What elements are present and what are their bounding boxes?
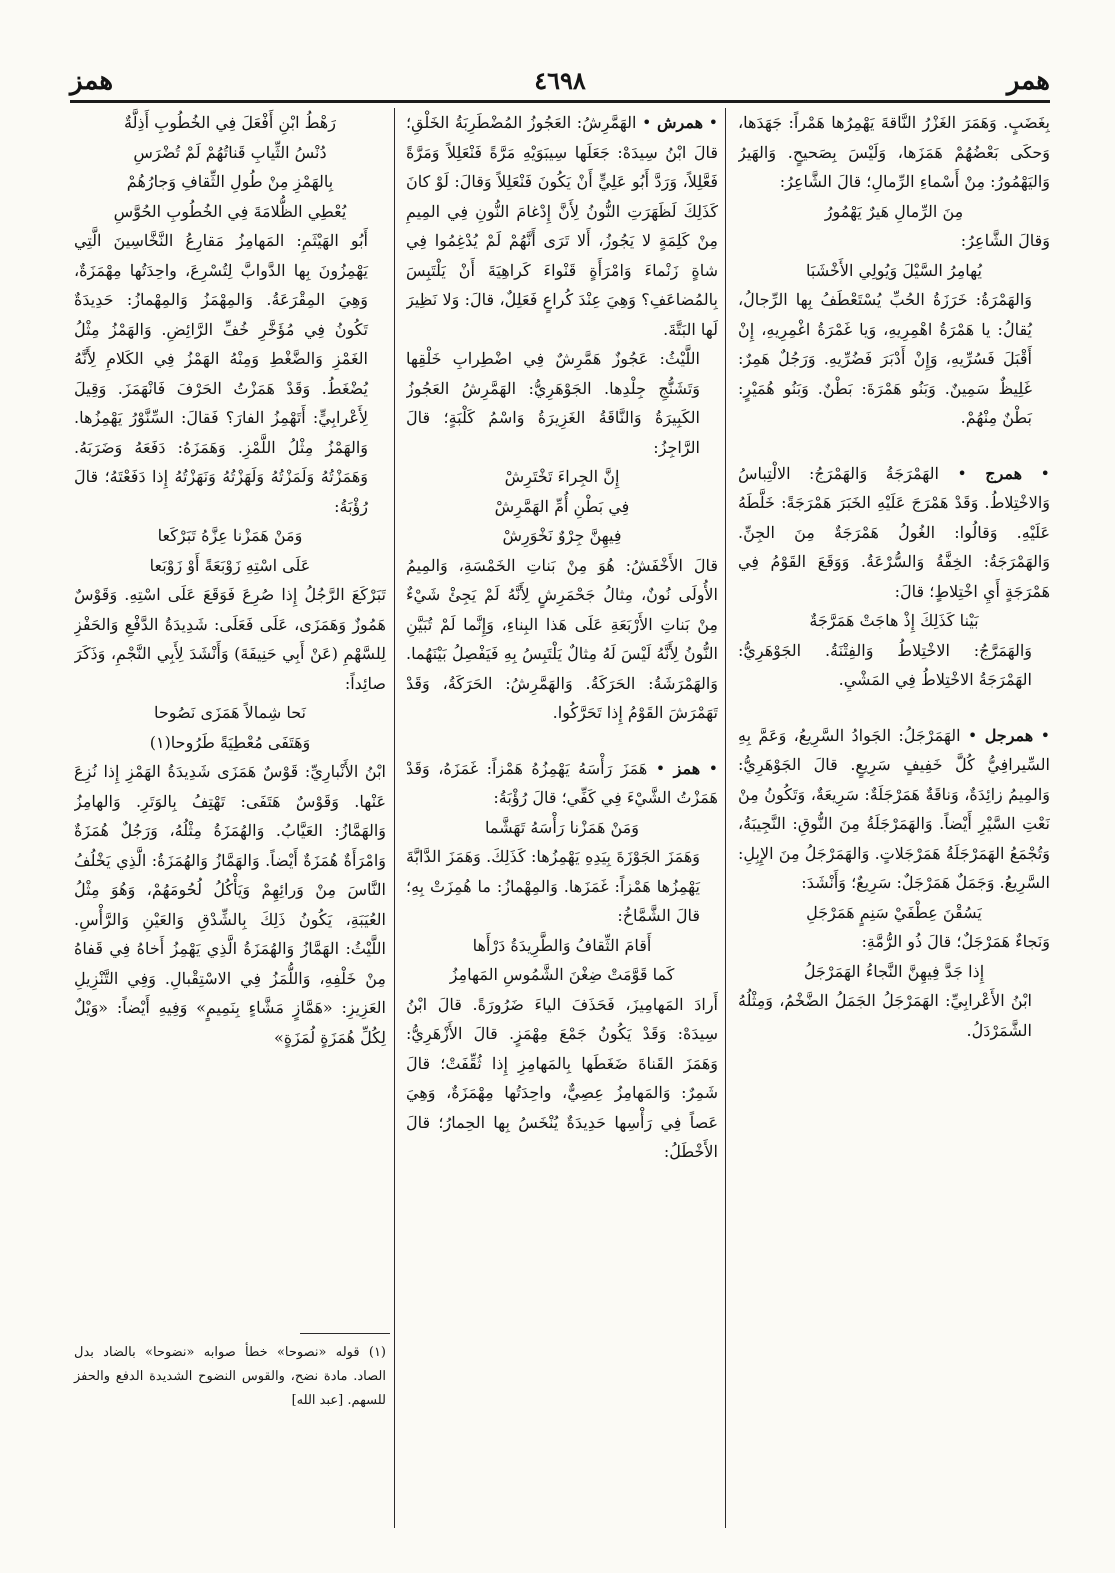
entry-text: أَبُو الهَيْثَمِ: المَهامِزُ مَقارِعُ النَّخَّاسِينَ الَّتِي يَهْمِزُونَ بِها الدَّوابَّ لِتُسْرِعَ، واحِدَتُها مِهْمَزَةٌ، وَهِيَ المِقْرَعَةُ. وَالمِهْمَزُ وَالمِهْمازُ: حَدِيدَةٌ تَكُونُ فِي مُؤَخَّرِ خُفِّ الرَّائِضِ. وَالهَمْزُ مِثْلُ الغَمْزِ وَالضَّغْطِ وَمِنْهُ الهَمْزُ فِي الكَلامِ لِأَنَّهُ يُضْغَطُ. وَقَدْ هَمَزْتُ الحَرْفَ فَانْهَمَزَ. وَقِيلَ لِأَعْرابِيٍّ: أَتَهْمِزُ الفارَ؟ فَقالَ: السِّنَّوْرُ يَهْمِزُها. وَالهَمْزُ مِثْلُ اللَّمْزِ. وَهَمَزَهُ: دَفَعَهُ وَضَرَبَهُ. وَهَمَزْتُهُ وَلَمَزْتُهُ وَلَهَزْتُهُ وَنَهَزْتُهُ إِذا دَفَعْتَهُ؛ قالَ رُؤْبَةُ: <box>74 231 368 516</box>
entry-text: وَنَجاءٌ هَمَرْجَلٌ؛ قالَ ذُو الرُّمَّةِ: <box>861 932 1050 951</box>
running-headword-right: همر <box>1006 66 1050 96</box>
page-header <box>70 66 1050 100</box>
entry-text: تَبَرْكَعَ الرَّجُلُ إِذا صُرِعَ فَوَقَعَ عَلَى اسْتِهِ. وَقَوْسٌ هَمُوزٌ وَهَمَزَى، عَلَى فَعَلَى: شَدِيدَةُ الدَّفْعِ وَالحَفْزِ لِلسَّهْمِ (عَنْ أَبِي حَنِيفَةَ) وَأَنْشَدَ لِأَبِي النَّجْمِ، وَذَكَرَ صائِداً: <box>74 585 386 693</box>
verse-line: فِي بَطْنِ أُمِّ الهَمَّرِشْ <box>494 496 630 516</box>
entry-text: أَرادَ المَهامِيزَ، فَحَذَفَ الياءَ ضَرُورَةً. قالَ ابْنُ سِيدَهْ: وَقَدْ يَكُونُ جَمْعَ مِهْمَزٍ. قالَ الأَزْهَرِيُّ: وَهَمَزَ القَناةَ ضَغَطَها بِالمَهامِزِ إِذا ثُقِّفَتْ؛ قالَ شَمِرٌ: وَالمَهامِزُ عِصِيٌّ، واحِدَتُها مِهْمَزَةٌ، وَهِيَ عَصاً فِي رَأْسِها حَدِيدَةٌ يُنْخَسُ بِها الحِمارُ؛ قالَ الأَخْطَلُ: <box>406 994 718 1161</box>
entry-headword: همرج <box>985 463 1023 483</box>
column-right <box>738 108 1050 1528</box>
column-left <box>74 108 386 1528</box>
entry-text: وَهَمَزَ الجَوْزَةَ بِيَدِهِ يَهْمِزُها: كَذَلِكَ. وَهَمَزَ الدَّابَّةَ يَهْمِزُها هَمْزاً: غَمَزَها. وَالمِهْمازُ: ما هُمِزَتْ بِهِ؛ قالَ الشَّمَّاخُ: <box>406 847 700 925</box>
verse-line: بِالهَمْزِ مِنْ طُولِ الثِّقافِ وَجارُهُمْ <box>126 172 334 191</box>
verse-line: عَلَى اسْتِهِ زَوْبَعَةً أَوْ زَوْبَعا <box>149 555 311 575</box>
entry-text: وَالهَمَرَّجُ: الاخْتِلاطُ وَالفِتْنَةُ. الجَوْهَرِيُّ: الهَمْرَجَةُ الاخْتِلاطُ فِي المَشْيِ. <box>738 640 1032 689</box>
verse-line: أَقامَ الثِّقافُ وَالطَّرِيدَةُ دَرْأَها <box>472 935 652 955</box>
verse-line: يُعْطِي الظُّلامَةَ فِي الخُطُوبِ الحُوَّسِ <box>113 201 347 221</box>
verse-line: وَمَنْ هَمَزْنا رَأْسَهُ تَهَشَّما <box>485 817 639 837</box>
entry-text: الهَمَّرِشُ: العَجُوزُ المُضْطَرِبَةُ الخَلْقِ؛ قالَ ابْنُ سِيدَهْ: جَعَلَها سِيبَوَيْهِ مَرَّةً فَنْعَلِلاً وَمَرَّةً فَعَّلِلاً، وَرَدَّ أَبُو عَلِيٍّ أَنْ يَكُونَ فَنْعَلِلاً وَقالَ: لَوْ كانَ كَذَلِكَ لَظَهَرَتِ النُّونُ لِأَنَّ إِدْغامَ النُّونِ فِي المِيمِ مِنْ كَلِمَةٍ لا يَجُوزُ، أَلا تَرَى أَنَّهُمْ لَمْ يُدْغِمُوا فِي شاةٍ زَنْماءَ وَامْرَأَةٍ قَنْواءَ كَراهِيَةَ أَنْ يَلْتَبِسَ بِالمُضاعَفِ؟ وَهِيَ عِنْدَ كُراعٍ فَعَلِلٌ، قالَ: وَلا نَظِيرَ لَها البَتَّةَ. <box>406 113 718 339</box>
page-number: ٤٦٩٨ <box>534 66 586 95</box>
verse-line: إِنَّ الجِراءَ تَخْتَرِشْ <box>504 467 620 486</box>
entry-headword: همرجل <box>984 725 1034 745</box>
verse-line: يُهامِرُ السَّيْلَ وَيُولِي الأَخْشَبَا <box>806 260 982 280</box>
entry-hamrash: • همرش • الهَمَّرِشُ: العَجُوزُ المُضْطَرِبَةُ الخَلْقِ؛ قالَ ابْنُ سِيدَهْ: جَعَلَها سِيبَوَيْهِ مَرَّةً فَنْعَلِلاً وَمَرَّةً فَعَّلِلاً، وَرَدَّ أَبُو عَلِيٍّ أَنْ يَكُونَ فَنْعَلِلاً وَقالَ: لَوْ كانَ كَذَلِكَ لَظَهَرَتِ النُّونُ لِأَنَّ إِدْغامَ النُّونِ فِي المِيمِ مِنْ كَلِمَةٍ لا يَجُوزُ، أَلا تَرَى أَنَّهُمْ لَمْ يُدْغِمُوا فِي شاةٍ زَنْماءَ وَامْرَأَةٍ قَنْواءَ كَراهِيَةَ أَنْ يَلْتَبِسَ بِالمُضاعَفِ؟ وَهِيَ عِنْدَ كُراعٍ فَعَلِلٌ، قالَ: وَلا نَظِيرَ لَها البَتَّةَ. اللَّيْثُ: عَجُوزٌ هَمَّرِشٌ فِي اضْطِرابِ خَلْقِها وَتَشَنُّجِ جِلْدِها. الجَوْهَرِيُّ: الهَمَّرِشُ العَجُوزُ الكَبِيرَةُ وَالنَّاقَةُ الغَزِيرَةُ وَاسْمُ كَلْبَةٍ؛ قالَ الرَّاجِزُ: إِنَّ الجِراءَ تَخْتَرِشْ فِي بَطْنِ أُمِّ الهَمَّرِشْ فِيهِنَّ جِرْوٌ نَخْوَرِشْ قالَ الأَخْفَشُ: هُوَ مِنْ بَناتِ الخَمْسَةِ، وَالمِيمُ الأُولَى نُونٌ، مِثالُ جَحْمَرِشٍ لِأَنَّهُ لَمْ يَجِئْ شَيْءٌ مِنْ بَناتِ الأَرْبَعَةِ عَلَى هَذا البِناءِ، وَإِنَّما لَمْ تُبَيَّنِ النُّونُ لِأَنَّهُ لَيْسَ لَهُ مِثالٌ يَلْتَبِسُ بِهِ فَيَفْصِلُ بَيْنَهُما. وَالهَمْرَشَةُ: الحَرَكَةُ. وَالهَمَّرِشُ: الحَرَكَةُ، وَقَدْ تَهَمْرَشَ القَوْمُ إِذا تَحَرَّكُوا. <box>406 108 718 728</box>
entry-text: الهَمْرَجَةُ وَالهَمْرَجُ: الالْتِباسُ وَالاخْتِلاطُ. وَقَدْ هَمْرَجَ عَلَيْهِ الخَبَرَ هَمْرَجَةً: خَلَّطَهُ عَلَيْهِ. وَقالُوا: الغُولُ هَمْرَجَةٌ مِنَ الجِنِّ. وَالهَمْرَجَةُ: الخِفَّةُ وَالسُّرْعَةُ. وَوَقَعَ القَوْمُ فِي هَمْرَجَةٍ أَيِ اخْتِلاطٍ؛ قالَ: <box>738 463 1050 601</box>
entry-text: هَمَزَ رَأْسَهُ يَهْمِزُهُ هَمْزاً: غَمَزَهُ، وَقَدْ هَمَزْتُ الشَّيْءَ فِي كَفِّي؛ قالَ رُؤْبَةُ: <box>406 758 718 807</box>
entry-text: وَقالَ الشَّاعِرُ: <box>960 231 1050 250</box>
column-divider-left <box>394 108 395 1528</box>
verse-line: وَمَنْ هَمَزْنا عِزَّهُ تَبَرْكَعا <box>157 526 303 545</box>
entry-text: بِغَضَبٍ. وَهَمَرَ الغَزْرُ النَّاقةَ يَهْمِرُها هَمْراً: جَهَدَها، وَحكَى بَعْضُهُمْ هَمَزَها، وَلَيْسَ بِصَحيحٍ. وَالهَيرُ وَاليَهْمُورُ: مِنْ أَسْماءِ الرِّمالِ؛ قالَ الشَّاعِرُ: <box>738 113 1050 191</box>
entry-headword: همرش <box>656 113 704 132</box>
column-divider-right <box>725 108 726 1528</box>
verse-line: إِذا جَدَّ فِيهِنَّ النَّجاءُ الهَمَرْجَلُ <box>803 961 985 981</box>
verse-line: دُنْسُ الثِّيابِ قَناتُهُمْ لَمْ تُضْرَسِ <box>133 142 327 162</box>
verse-line: كَما قَوَّمَتْ ضِغْنَ الشَّمُوسِ المَهامِزُ <box>449 965 675 984</box>
verse-line: بَيْنا كَذَلِكَ إِذْ هاجَتْ هَمَرَّجَةٌ <box>809 611 979 630</box>
entry-headword: همز <box>673 758 701 778</box>
footnote: (١) قوله «نصوحا» خطأ صوابه «نضوحا» بالضاد بدل الصاد. مادة نضح، والقوس النضوح الشديدة الدفع والحفز للسهم. [عبد الله] <box>74 1345 386 1408</box>
entry-hamaz: • همز • هَمَزَ رَأْسَهُ يَهْمِزُهُ هَمْزاً: غَمَزَهُ، وَقَدْ هَمَزْتُ الشَّيْءَ فِي كَفِّي؛ قالَ رُؤْبَةُ: وَمَنْ هَمَزْنا رَأْسَهُ تَهَشَّما وَهَمَزَ الجَوْزَةَ بِيَدِهِ يَهْمِزُها: كَذَلِكَ. وَهَمَزَ الدَّابَّةَ يَهْمِزُها هَمْزاً: غَمَزَها. وَالمِهْمازُ: ما هُمِزَتْ بِهِ؛ قالَ الشَّمَّاخُ: أَقامَ الثِّقافُ وَالطَّرِيدَةُ دَرْأَها كَما قَوَّمَتْ ضِغْنَ الشَّمُوسِ المَهامِزُ أَرادَ المَهامِيزَ، فَحَذَفَ الياءَ ضَرُورَةً. قالَ ابْنُ سِيدَهْ: وَقَدْ يَكُونُ جَمْعَ مِهْمَزٍ. قالَ الأَزْهَرِيُّ: وَهَمَزَ القَناةَ ضَغَطَها بِالمَهامِزِ إِذا ثُقِّفَتْ؛ قالَ شَمِرٌ: وَالمَهامِزُ عِصِيٌّ، واحِدَتُها مِهْمَزَةٌ، وَهِيَ عَصاً فِي رَأْسِها حَدِيدَةٌ يُنْخَسُ بِها الحِمارُ؛ قالَ الأَخْطَلُ: <box>406 754 718 1167</box>
verse-line: وَهَتَفَى مُعْطِيَةً طَرُوحا(١) <box>149 732 311 752</box>
entry-hamraj: • همرج • الهَمْرَجَةُ وَالهَمْرَجُ: الالْتِباسُ وَالاخْتِلاطُ. وَقَدْ هَمْرَجَ عَلَيْهِ الخَبَرَ هَمْرَجَةً: خَلَّطَهُ عَلَيْهِ. وَقالُوا: الغُولُ هَمْرَجَةٌ مِنَ الجِنِّ. وَالهَمْرَجَةُ: الخِفَّةُ وَالسُّرْعَةُ. وَوَقَعَ القَوْمُ فِي هَمْرَجَةٍ أَيِ اخْتِلاطٍ؛ قالَ: بَيْنا كَذَلِكَ إِذْ هاجَتْ هَمَرَّجَةٌ وَالهَمَرَّجُ: الاخْتِلاطُ وَالفِتْنَةُ. الجَوْهَرِيُّ: الهَمْرَجَةُ الاخْتِلاطُ فِي المَشْيِ. <box>738 459 1050 695</box>
column-middle <box>406 108 718 1528</box>
entry-hamarjal: • همرجل • الهَمَرْجَلُ: الجَوادُ السَّرِيعُ، وَعَمَّ بِهِ السِّيرافِيُّ كُلَّ خَفِيفٍ سَرِيعٍ. قالَ الجَوْهَرِيُّ: وَالمِيمُ زائِدَةٌ، وَناقَةٌ هَمَرْجَلَةٌ: سَرِيعَةٌ، وَتَكُونُ مِنْ نَعْتِ السَّيْرِ أَيْضاً. وَالهَمَرْجَلَةُ مِنَ النُّوقِ: النَّجِيبَةُ، وَتُجْمَعُ الهَمَرْجَلَةُ هَمَرْجَلاتٍ. وَالهَمَرْجَلُ مِنَ الإِبِلِ: السَّرِيعُ. وَجَمَلٌ هَمَرْجَلٌ: سَرِيعٌ؛ وَأَنْشَدَ: يَسُقْنَ عِطْفَيْ سَنِمٍ هَمَرْجَلِ وَنَجاءٌ هَمَرْجَلٌ؛ قالَ ذُو الرُّمَّةِ: إِذا جَدَّ فِيهِنَّ النَّجاءُ الهَمَرْجَلُ ابْنُ الأَعْرابِيِّ: الهَمَرْجَلُ الجَمَلُ الضَّخْمُ، وَمِثْلُهُ الشَّمَرْدَلُ. <box>738 721 1050 1046</box>
verse-line: يَسُقْنَ عِطْفَيْ سَنِمٍ هَمَرْجَلِ <box>806 902 982 922</box>
header-rule <box>70 100 1050 103</box>
entry-text: ابْنُ الأَعْرابِيِّ: الهَمَرْجَلُ الجَمَلُ الضَّخْمُ، وَمِثْلُهُ الشَّمَرْدَلُ. <box>738 991 1032 1040</box>
entry-text: الهَمَرْجَلُ: الجَوادُ السَّرِيعُ، وَعَمَّ بِهِ السِّيرافِيُّ كُلَّ خَفِيفٍ سَرِيعٍ. قالَ الجَوْهَرِيُّ: وَالمِيمُ زائِدَةٌ، وَناقَةٌ هَمَرْجَلَةٌ: سَرِيعَةٌ، وَتَكُونُ مِنْ نَعْتِ السَّيْرِ أَيْضاً. وَالهَمَرْجَلَةُ مِنَ النُّوقِ: النَّجِيبَةُ، وَتُجْمَعُ الهَمَرْجَلَةُ هَمَرْجَلاتٍ. وَالهَمَرْجَلُ مِنَ الإِبِلِ: السَّرِيعُ. وَجَمَلٌ هَمَرْجَلٌ: سَرِيعٌ؛ وَأَنْشَدَ: <box>738 725 1050 892</box>
entry-text: اللَّيْثُ: عَجُوزٌ هَمَّرِشٌ فِي اضْطِرابِ خَلْقِها وَتَشَنُّجِ جِلْدِها. الجَوْهَرِيُّ: الهَمَّرِشُ العَجُوزُ الكَبِيرَةُ وَالنَّاقَةُ الغَزِيرَةُ وَاسْمُ كَلْبَةٍ؛ قالَ الرَّاجِزُ: <box>406 349 700 457</box>
entry-text: قالَ الأَخْفَشُ: هُوَ مِنْ بَناتِ الخَمْسَةِ، وَالمِيمُ الأُولَى نُونٌ، مِثالُ جَحْمَرِشٍ لِأَنَّهُ لَمْ يَجِئْ شَيْءٌ مِنْ بَناتِ الأَرْبَعَةِ عَلَى هَذا البِناءِ، وَإِنَّما لَمْ تُبَيَّنِ النُّونُ لِأَنَّهُ لَيْسَ لَهُ مِثالٌ يَلْتَبِسُ بِهِ فَيَفْصِلُ بَيْنَهُما. وَالهَمْرَشَةُ: الحَرَكَةُ. وَالهَمَّرِشُ: الحَرَكَةُ، وَقَدْ تَهَمْرَشَ القَوْمُ إِذا تَحَرَّكُوا. <box>406 555 718 722</box>
entry-text: ابْنُ الأَنْبارِيِّ: قَوْسٌ هَمَزَى شَدِيدَةُ الهَمْزِ إِذا نُزِعَ عَنْها. وَقَوْسٌ هَتَفَى: تَهْتِفُ بِالوَتَرِ. وَالهامِزُ وَالهَمَّازُ: العَيَّابُ. وَالهُمَزَةُ مِثْلُهُ، وَرَجُلٌ هُمَزَةٌ وَامْرَأَةٌ هُمَزَةٌ أَيْضاً. وَالهَمَّازُ وَالهُمَزَةُ: الَّذِي يَخْلُفُ النَّاسَ مِنْ وَرائِهِمْ وَيَأْكُلُ لُحُومَهُمْ، وَهُوَ مِثْلُ العُيَبَةِ، يَكُونُ ذَلِكَ بِالشِّدْقِ وَالعَيْنِ وَالرَّأْسِ. اللَّيْثُ: الهَمَّازُ وَالهُمَزَةُ الَّذِي يَهْمِزُ أَخاهُ فِي قَفاهُ مِنْ خَلْفِهِ، وَاللُّمَزُ فِي الاسْتِقْبالِ. وَفِي التَّنْزِيلِ العَزِيزِ: «هَمَّازٍ مَشَّاءٍ بِنَمِيمٍ» وَفِيهِ أَيْضاً: «وَيْلٌ لِكُلِّ هُمَزَةٍ لُمَزَةٍ» <box>74 762 386 1047</box>
verse-line: مِنَ الرِّمالِ هَيرٌ يَهْمُورُ <box>824 201 964 221</box>
verse-line: فِيهِنَّ جِرْوٌ نَخْوَرِشْ <box>502 526 622 545</box>
running-headword-left: همز <box>70 66 114 96</box>
verse-line: نَحا شِمالاً هَمَزَى نَصُوحا <box>154 703 306 722</box>
entry-text: وَالهَمْرَةُ: خَرَزَةُ الحُبِّ يُسْتَعْطَفُ بِها الرِّجالُ، يُقالُ: يا هَمْرَةُ اهْمِرِيهِ، وَيا غَمْرَةُ اغْمِرِيهِ، إِنْ أَقْبَلَ فَسُرِّيهِ، وَإِنْ أَدْبَرَ فَضُرِّيهِ. وَرَجُلٌ هَمِرٌ: غَلِيظٌ سَمِينٌ. وَبَنُو هَمْرَةَ: بَطْنٌ. وَبَنُو هُمَيْرٍ: بَطْنٌ مِنْهُمْ. <box>738 290 1032 427</box>
footnote-rule <box>300 1333 390 1334</box>
verse-line: رَهْطُ ابْنِ أَفْعَلَ فِي الخُطُوبِ أَذِلَّةٌ <box>124 113 336 132</box>
